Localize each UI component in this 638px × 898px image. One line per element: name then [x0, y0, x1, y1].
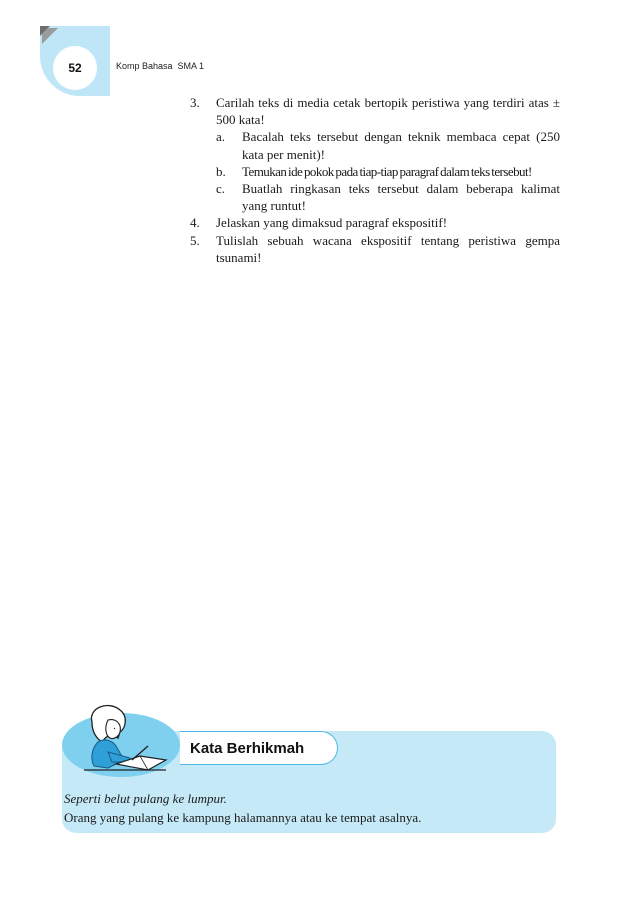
sub-item-a: [216, 128, 560, 162]
exercise-list: [190, 94, 560, 266]
sub-item-letter: c.: [216, 181, 226, 197]
page-number: 52: [68, 61, 82, 75]
item-text: Jelaskan yang dimaksud paragraf ekspositif!: [216, 215, 448, 231]
exercise-item-3: [190, 94, 560, 214]
sub-item-letter: b.: [216, 163, 226, 179]
sub-item-text: Temukan ide pokok pada tiap-tiap paragraf dalam teks tersebut!: [242, 163, 532, 179]
kata-berhikmah-content: [64, 789, 544, 827]
sub-item-c: [216, 180, 560, 214]
item-number: 3.: [190, 95, 200, 110]
sub-item-letter: a.: [216, 129, 226, 145]
item-text: Carilah teks di media cetak bertopik peristiwa yang terdiri atas ± 500 kata!: [216, 95, 560, 128]
sub-item-b: [216, 163, 560, 180]
item-text: Tulislah sebuah wacana ekspositif tentang peristiwa gempa tsunami!: [216, 232, 560, 265]
proverb-text: Seperti belut pulang ke lumpur.: [64, 791, 227, 806]
exercise-item-4: [190, 214, 560, 231]
sub-item-text: Buatlah ringkasan teks tersebut dalam beberapa kalimat yang runtut!: [242, 181, 560, 214]
exercise-item-5: [190, 232, 560, 266]
girl-writing-illustration: [78, 702, 170, 778]
proverb-meaning: Orang yang pulang ke kampung halamannya atau ke tempat asalnya.: [64, 810, 422, 825]
sub-item-text: Bacalah teks tersebut dengan teknik membaca cepat (250 kata per menit)!: [242, 129, 560, 162]
item-number: 5.: [190, 232, 200, 248]
running-head: Komp Bahasa SMA 1: [116, 61, 205, 71]
kata-berhikmah-title: Kata Berhikmah: [190, 739, 305, 757]
item-number: 4.: [190, 215, 200, 231]
